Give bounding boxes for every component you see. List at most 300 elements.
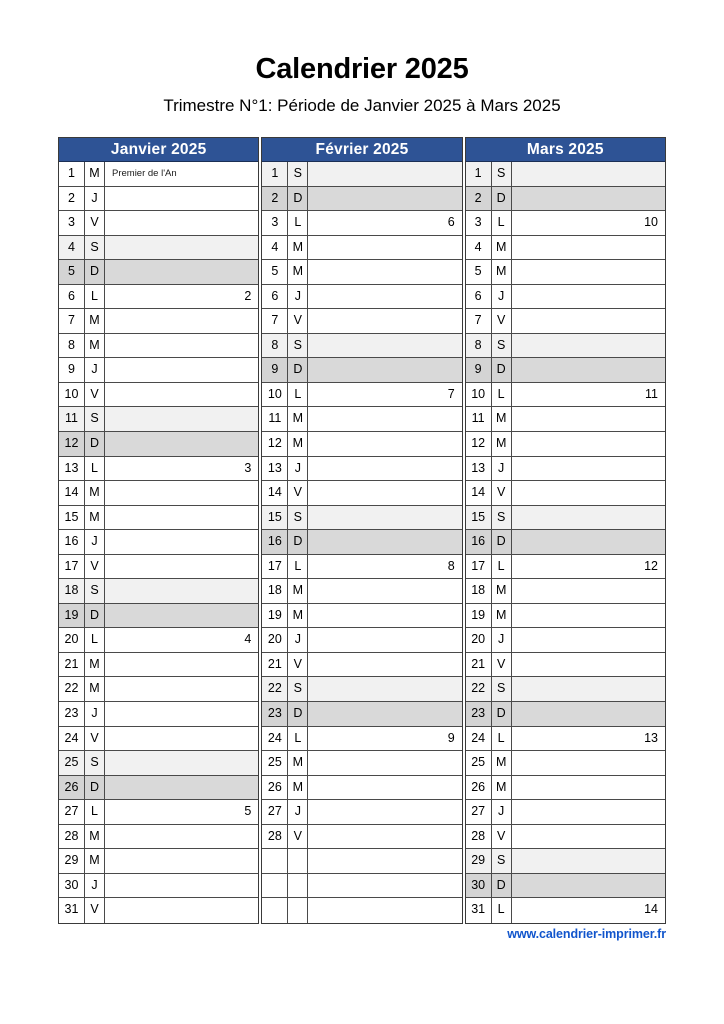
day-row[interactable]	[466, 604, 665, 629]
day-number: 21	[59, 653, 85, 677]
day-note-cell[interactable]	[512, 285, 665, 309]
month-header: Mars 2025	[466, 138, 665, 162]
day-number: 10	[466, 383, 492, 407]
day-of-week-letter: L	[85, 800, 105, 824]
day-of-week-letter: M	[492, 604, 512, 628]
day-number: 24	[59, 727, 85, 751]
day-number: 30	[466, 874, 492, 898]
day-of-week-letter: L	[85, 457, 105, 481]
day-note-cell[interactable]	[512, 628, 665, 652]
day-note-cell[interactable]	[308, 260, 461, 284]
day-row[interactable]	[262, 874, 461, 899]
day-number: 9	[262, 358, 288, 382]
day-note-cell[interactable]	[512, 849, 665, 873]
day-row[interactable]	[466, 530, 665, 555]
day-number: 7	[466, 309, 492, 333]
day-of-week-letter: D	[288, 358, 308, 382]
day-number: 26	[262, 776, 288, 800]
day-note-cell[interactable]	[512, 677, 665, 701]
day-note-cell[interactable]	[308, 334, 461, 358]
day-of-week-letter: D	[492, 358, 512, 382]
day-row[interactable]	[59, 187, 258, 212]
day-row[interactable]	[59, 383, 258, 408]
day-note-cell[interactable]	[512, 653, 665, 677]
day-note-cell[interactable]	[512, 800, 665, 824]
day-of-week-letter: S	[492, 677, 512, 701]
day-of-week-letter: V	[85, 555, 105, 579]
day-number: 25	[59, 751, 85, 775]
day-note-cell[interactable]	[105, 211, 258, 235]
day-number: 11	[59, 407, 85, 431]
day-of-week-letter: M	[492, 579, 512, 603]
day-number: 8	[59, 334, 85, 358]
day-row[interactable]	[262, 383, 461, 408]
day-note-cell[interactable]	[308, 481, 461, 505]
day-row[interactable]	[466, 407, 665, 432]
day-row[interactable]	[262, 358, 461, 383]
day-note-cell[interactable]	[308, 825, 461, 849]
day-of-week-letter: S	[85, 579, 105, 603]
day-row[interactable]	[466, 579, 665, 604]
day-note-cell[interactable]	[512, 604, 665, 628]
day-note-cell[interactable]	[512, 751, 665, 775]
day-note-cell[interactable]	[308, 751, 461, 775]
day-note-cell[interactable]	[308, 309, 461, 333]
day-note-cell[interactable]	[105, 236, 258, 260]
week-number: 14	[644, 902, 658, 917]
day-row[interactable]	[59, 628, 258, 653]
day-of-week-letter: M	[85, 506, 105, 530]
day-note-cell[interactable]	[105, 309, 258, 333]
day-row[interactable]	[466, 383, 665, 408]
day-row[interactable]	[466, 457, 665, 482]
day-row[interactable]	[59, 849, 258, 874]
day-number: 8	[466, 334, 492, 358]
day-note-cell[interactable]	[105, 432, 258, 456]
day-of-week-letter: L	[492, 211, 512, 235]
day-number: 17	[59, 555, 85, 579]
day-of-week-letter: L	[288, 383, 308, 407]
day-row[interactable]	[59, 481, 258, 506]
month-block	[465, 137, 666, 924]
day-note-cell[interactable]	[308, 432, 461, 456]
day-note-cell[interactable]	[105, 260, 258, 284]
month-day-list	[59, 162, 258, 923]
day-row[interactable]	[59, 506, 258, 531]
day-number: 27	[466, 800, 492, 824]
day-number: 31	[466, 898, 492, 923]
day-row[interactable]	[466, 751, 665, 776]
day-of-week-letter: J	[288, 628, 308, 652]
day-row[interactable]	[262, 898, 461, 923]
day-note-cell[interactable]	[512, 432, 665, 456]
day-note-cell[interactable]	[105, 530, 258, 554]
day-row[interactable]	[466, 653, 665, 678]
day-note-cell[interactable]	[308, 358, 461, 382]
day-note-cell[interactable]	[308, 653, 461, 677]
day-row[interactable]	[59, 530, 258, 555]
day-note-cell[interactable]	[308, 187, 461, 211]
day-number: 24	[466, 727, 492, 751]
day-number: 1	[262, 162, 288, 186]
day-number: 12	[59, 432, 85, 456]
day-row[interactable]	[466, 236, 665, 261]
day-row[interactable]	[262, 481, 461, 506]
day-note-cell[interactable]	[512, 211, 665, 235]
day-row[interactable]	[59, 162, 258, 187]
day-note-cell[interactable]	[105, 285, 258, 309]
day-note-cell[interactable]	[308, 407, 461, 431]
day-note-cell[interactable]	[512, 727, 665, 751]
day-note-cell[interactable]	[105, 334, 258, 358]
day-of-week-letter: V	[492, 653, 512, 677]
day-row[interactable]	[59, 727, 258, 752]
day-of-week-letter: J	[288, 457, 308, 481]
day-row[interactable]	[466, 628, 665, 653]
day-number: 8	[262, 334, 288, 358]
day-of-week-letter: S	[492, 506, 512, 530]
day-of-week-letter: V	[288, 825, 308, 849]
day-note-cell[interactable]	[308, 579, 461, 603]
day-note-cell[interactable]	[105, 481, 258, 505]
day-row[interactable]	[262, 628, 461, 653]
day-note-cell[interactable]	[512, 481, 665, 505]
day-note-cell[interactable]	[105, 727, 258, 751]
week-number: 6	[447, 215, 455, 230]
day-note-cell[interactable]	[308, 162, 461, 186]
day-row[interactable]	[59, 677, 258, 702]
day-note-cell[interactable]	[308, 628, 461, 652]
day-note-cell[interactable]	[512, 162, 665, 186]
day-row[interactable]	[262, 457, 461, 482]
day-number: 11	[262, 407, 288, 431]
month-header: Janvier 2025	[59, 138, 258, 162]
day-number: 26	[59, 776, 85, 800]
day-note-cell[interactable]	[105, 776, 258, 800]
day-number: 16	[466, 530, 492, 554]
day-number: 15	[466, 506, 492, 530]
day-number: 11	[466, 407, 492, 431]
day-note-cell[interactable]	[105, 849, 258, 873]
day-note-cell[interactable]	[512, 187, 665, 211]
day-of-week-letter: S	[288, 162, 308, 186]
day-row[interactable]	[466, 800, 665, 825]
day-row[interactable]	[59, 211, 258, 236]
day-note-cell[interactable]	[512, 898, 665, 923]
day-note-cell[interactable]	[512, 407, 665, 431]
day-note-cell[interactable]	[308, 898, 461, 923]
day-row[interactable]	[466, 702, 665, 727]
day-note-cell[interactable]	[105, 604, 258, 628]
day-row[interactable]	[59, 432, 258, 457]
day-of-week-letter: S	[288, 334, 308, 358]
day-note-cell[interactable]	[105, 579, 258, 603]
day-row[interactable]	[59, 236, 258, 261]
day-note-cell[interactable]	[512, 579, 665, 603]
day-row[interactable]	[262, 751, 461, 776]
day-row[interactable]	[59, 825, 258, 850]
day-number: 2	[466, 187, 492, 211]
day-note-cell[interactable]	[308, 530, 461, 554]
day-number	[262, 849, 288, 873]
day-note-cell[interactable]	[308, 285, 461, 309]
day-of-week-letter: S	[288, 677, 308, 701]
day-row[interactable]	[262, 727, 461, 752]
day-note-cell[interactable]	[105, 358, 258, 382]
day-row[interactable]	[466, 162, 665, 187]
day-row[interactable]	[466, 874, 665, 899]
day-row[interactable]	[59, 579, 258, 604]
day-note-cell[interactable]	[308, 555, 461, 579]
day-note-cell[interactable]	[308, 776, 461, 800]
day-row[interactable]	[262, 555, 461, 580]
day-row[interactable]	[466, 211, 665, 236]
day-note-cell[interactable]	[308, 800, 461, 824]
day-note-cell[interactable]	[105, 702, 258, 726]
day-number: 7	[262, 309, 288, 333]
week-number: 5	[244, 804, 252, 819]
day-note-cell[interactable]	[512, 702, 665, 726]
day-row[interactable]	[59, 874, 258, 899]
day-number: 20	[262, 628, 288, 652]
day-of-week-letter: D	[492, 702, 512, 726]
day-note-cell[interactable]	[105, 628, 258, 652]
day-row[interactable]	[262, 506, 461, 531]
day-of-week-letter: M	[85, 677, 105, 701]
day-row[interactable]	[466, 358, 665, 383]
day-row[interactable]	[466, 849, 665, 874]
day-note-cell[interactable]	[308, 849, 461, 873]
day-of-week-letter: L	[492, 383, 512, 407]
day-row[interactable]	[466, 285, 665, 310]
day-number: 14	[262, 481, 288, 505]
day-number: 2	[59, 187, 85, 211]
day-note-cell[interactable]	[105, 187, 258, 211]
day-note-cell[interactable]	[105, 874, 258, 898]
day-row[interactable]	[466, 727, 665, 752]
day-row[interactable]	[59, 751, 258, 776]
day-row[interactable]	[466, 825, 665, 850]
day-of-week-letter: M	[85, 849, 105, 873]
day-row[interactable]	[262, 702, 461, 727]
day-number: 18	[466, 579, 492, 603]
day-note-cell[interactable]	[105, 677, 258, 701]
day-note-cell[interactable]	[512, 236, 665, 260]
day-of-week-letter: D	[288, 702, 308, 726]
day-of-week-letter: J	[85, 530, 105, 554]
day-number: 7	[59, 309, 85, 333]
day-note-cell[interactable]	[105, 162, 258, 186]
day-of-week-letter: S	[288, 506, 308, 530]
day-of-week-letter: J	[492, 800, 512, 824]
day-of-week-letter: M	[288, 236, 308, 260]
day-row[interactable]	[59, 285, 258, 310]
day-note-cell[interactable]	[308, 727, 461, 751]
day-of-week-letter: M	[85, 481, 105, 505]
day-number: 27	[262, 800, 288, 824]
day-row[interactable]	[466, 334, 665, 359]
day-row[interactable]	[262, 776, 461, 801]
day-row[interactable]	[466, 260, 665, 285]
day-row[interactable]	[466, 432, 665, 457]
day-note-cell[interactable]	[105, 555, 258, 579]
day-note-cell[interactable]	[308, 383, 461, 407]
day-row[interactable]	[262, 849, 461, 874]
day-note-cell[interactable]	[512, 874, 665, 898]
day-number: 4	[262, 236, 288, 260]
day-note-cell[interactable]	[512, 506, 665, 530]
day-number: 31	[59, 898, 85, 923]
day-number: 6	[59, 285, 85, 309]
day-row[interactable]	[262, 162, 461, 187]
day-note-cell[interactable]	[308, 702, 461, 726]
day-note-cell[interactable]	[512, 334, 665, 358]
day-note-cell[interactable]	[105, 457, 258, 481]
day-row[interactable]	[466, 776, 665, 801]
day-note-cell[interactable]	[512, 825, 665, 849]
day-note-cell[interactable]	[105, 800, 258, 824]
day-note-cell[interactable]	[308, 457, 461, 481]
day-row[interactable]	[59, 555, 258, 580]
day-row[interactable]	[466, 506, 665, 531]
day-of-week-letter: J	[492, 457, 512, 481]
day-row[interactable]	[262, 187, 461, 212]
day-note-cell[interactable]	[512, 260, 665, 284]
day-note-cell[interactable]	[105, 898, 258, 923]
day-number: 2	[262, 187, 288, 211]
day-of-week-letter: S	[85, 751, 105, 775]
day-row[interactable]	[466, 677, 665, 702]
day-note-cell[interactable]	[105, 407, 258, 431]
day-row[interactable]	[59, 702, 258, 727]
day-row[interactable]	[262, 334, 461, 359]
day-number: 16	[59, 530, 85, 554]
day-row[interactable]	[59, 358, 258, 383]
day-row[interactable]	[466, 898, 665, 923]
day-row[interactable]	[262, 677, 461, 702]
day-number: 30	[59, 874, 85, 898]
day-row[interactable]	[59, 776, 258, 801]
day-note-cell[interactable]	[105, 825, 258, 849]
week-number: 7	[447, 386, 455, 401]
day-note-cell[interactable]	[512, 309, 665, 333]
day-row[interactable]	[262, 825, 461, 850]
day-row[interactable]	[59, 457, 258, 482]
day-number: 6	[466, 285, 492, 309]
day-note-cell[interactable]	[512, 776, 665, 800]
day-note-cell[interactable]	[512, 383, 665, 407]
day-note-cell[interactable]	[512, 457, 665, 481]
day-of-week-letter: V	[492, 825, 512, 849]
day-note-cell[interactable]	[308, 211, 461, 235]
day-row[interactable]	[262, 260, 461, 285]
day-row[interactable]	[59, 898, 258, 923]
day-of-week-letter: S	[85, 236, 105, 260]
day-of-week-letter: M	[85, 334, 105, 358]
day-row[interactable]	[262, 530, 461, 555]
day-number: 19	[262, 604, 288, 628]
day-row[interactable]	[262, 236, 461, 261]
day-of-week-letter: M	[492, 407, 512, 431]
day-row[interactable]	[262, 211, 461, 236]
day-number: 14	[59, 481, 85, 505]
day-of-week-letter: J	[492, 285, 512, 309]
day-of-week-letter: J	[492, 628, 512, 652]
day-row[interactable]	[262, 407, 461, 432]
day-note-cell[interactable]	[512, 530, 665, 554]
quarter-calendar	[58, 137, 666, 924]
day-row[interactable]	[59, 604, 258, 629]
day-row[interactable]	[59, 309, 258, 334]
day-number: 20	[466, 628, 492, 652]
week-number: 13	[644, 730, 658, 745]
day-note-cell[interactable]	[308, 236, 461, 260]
day-of-week-letter	[288, 874, 308, 898]
day-row[interactable]	[466, 187, 665, 212]
day-of-week-letter: M	[492, 236, 512, 260]
day-note-cell[interactable]	[105, 751, 258, 775]
day-of-week-letter: L	[85, 628, 105, 652]
day-number: 28	[262, 825, 288, 849]
week-number: 8	[447, 558, 455, 573]
day-note-cell[interactable]	[308, 677, 461, 701]
day-row[interactable]	[59, 800, 258, 825]
day-row[interactable]	[466, 555, 665, 580]
holiday-label: Premier de l'An	[112, 168, 177, 179]
day-row[interactable]	[466, 481, 665, 506]
day-note-cell[interactable]	[512, 555, 665, 579]
day-row[interactable]	[59, 334, 258, 359]
day-of-week-letter: J	[85, 874, 105, 898]
day-of-week-letter: D	[492, 530, 512, 554]
day-number: 22	[466, 677, 492, 701]
day-note-cell[interactable]	[105, 653, 258, 677]
day-row[interactable]	[262, 800, 461, 825]
day-number: 28	[59, 825, 85, 849]
day-row[interactable]	[262, 309, 461, 334]
day-of-week-letter: M	[288, 432, 308, 456]
day-of-week-letter: M	[492, 260, 512, 284]
day-note-cell[interactable]	[308, 604, 461, 628]
day-row[interactable]	[59, 653, 258, 678]
day-row[interactable]	[59, 407, 258, 432]
week-number: 10	[644, 215, 658, 230]
day-row[interactable]	[262, 653, 461, 678]
day-row[interactable]	[59, 260, 258, 285]
day-row[interactable]	[262, 579, 461, 604]
day-row[interactable]	[466, 309, 665, 334]
day-note-cell[interactable]	[308, 874, 461, 898]
day-number: 16	[262, 530, 288, 554]
day-of-week-letter: M	[492, 432, 512, 456]
source-website-link[interactable]: www.calendrier-imprimer.fr	[507, 927, 666, 941]
day-row[interactable]	[262, 432, 461, 457]
month-day-list	[466, 162, 665, 923]
day-of-week-letter: M	[288, 751, 308, 775]
day-of-week-letter: M	[492, 776, 512, 800]
day-of-week-letter: D	[492, 874, 512, 898]
day-row[interactable]	[262, 604, 461, 629]
day-number: 15	[262, 506, 288, 530]
day-row[interactable]	[262, 285, 461, 310]
day-note-cell[interactable]	[105, 506, 258, 530]
day-note-cell[interactable]	[512, 358, 665, 382]
day-of-week-letter: S	[492, 162, 512, 186]
day-number: 10	[59, 383, 85, 407]
day-note-cell[interactable]	[308, 506, 461, 530]
day-note-cell[interactable]	[105, 383, 258, 407]
week-number: 3	[244, 460, 252, 475]
